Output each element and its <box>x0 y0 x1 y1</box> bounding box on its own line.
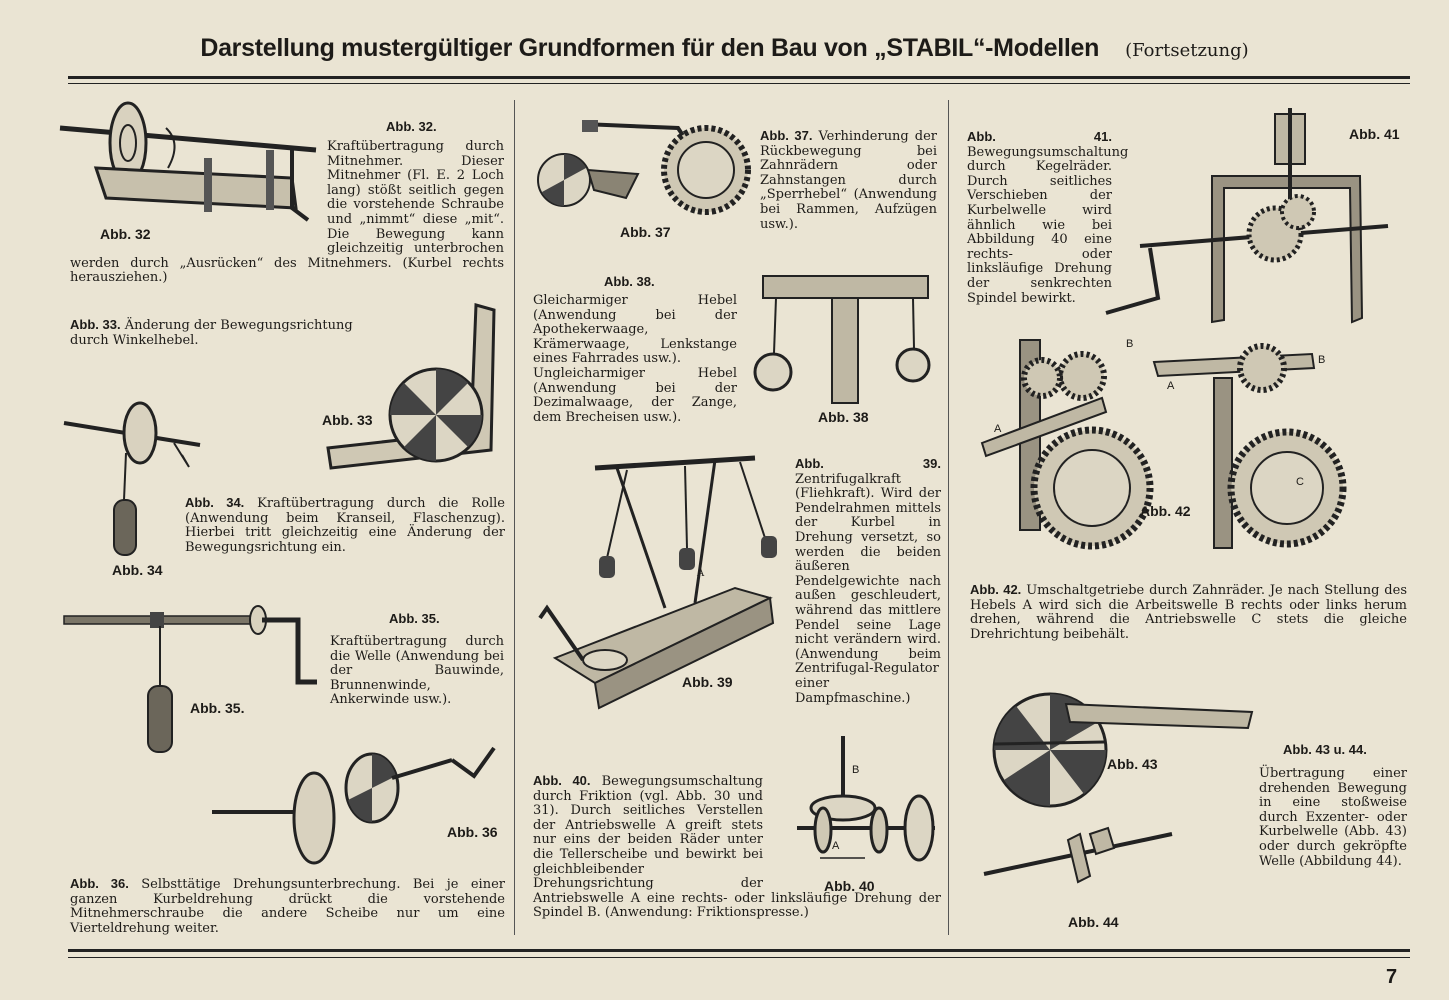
text-abb-37-body: Verhinderung der Rückbewegung bei Zahnrädern oder Zahnstangen durch „Sperrhebel“ (Anwendung bei Rammen, Aufzügen usw.). <box>760 129 937 232</box>
text-abb-36 <box>70 877 505 936</box>
heading-abb-38: Abb. 38. <box>604 274 655 289</box>
label-abb-37: Abb. 37 <box>620 224 671 240</box>
text-abb-41-body: Bewegungsumschaltung durch Kegelräder. Durch seitliches Verschieben der Kurbelwelle wird ähnlich wie bei Abbildung 40 eine rechts- oder linksläufige Drehung der senkrechten Spindel bewirkt. <box>967 144 1129 306</box>
heading-abb-32: Abb. 32. <box>386 119 437 134</box>
page-title <box>0 34 1449 63</box>
footer-rule-thin <box>68 957 1410 958</box>
label-abb-32: Abb. 32 <box>100 226 151 242</box>
text-abb-40-body: Bewegungsumschaltung durch Friktion (vgl. Abb. 30 und 31). Durch seitliches Verstellen der Antriebswelle A greift stets nur eins der beiden Räder unter die Tellerscheibe und bewirkt bei gleichbleibender Drehungsrichtung der Antriebswelle A eine rechts- oder linksläufige Drehung der Spindel B. (Anwendung: Friktionspresse.) <box>533 774 941 921</box>
label-abb-33: Abb. 33 <box>322 412 373 428</box>
marker-abb-40-b: B <box>852 764 860 776</box>
figure-abb-39 <box>535 448 790 717</box>
heading-abb-40: Abb. 40. <box>533 773 591 788</box>
title-subtitle: (Fortsetzung) <box>1125 40 1249 61</box>
label-abb-35: Abb. 35. <box>190 700 245 716</box>
column-divider-1 <box>514 100 515 935</box>
text-abb-35: Kraftübertragung durch die Welle (Anwendung bei der Bauwinde, Brunnenwinde, Ankerwinde usw.). <box>330 634 504 708</box>
figure-abb-38 <box>748 268 943 412</box>
heading-abb-39: Abb. 39. <box>795 456 941 471</box>
heading-abb-33: Abb. 33. <box>70 317 121 332</box>
heading-abb-34: Abb. 34. <box>185 495 245 510</box>
text-abb-42-body: Umschaltgetriebe durch Zahnräder. Je nach Stellung des Hebels A wird sich die Arbeitswelle B rechts oder links herum drehen, während die Antriebswelle C stets die gleiche Drehrichtung beibehält. <box>970 583 1407 642</box>
text-abb-34-body: Kraftübertragung durch die Rolle (Anwendung beim Kranseil, Flaschenzug). Hierbei tritt gleichzeitig eine Änderung der Bewegungsrichtung ein. <box>185 496 505 555</box>
marker-abb-42-a-left: A <box>994 423 1002 435</box>
text-abb-38-body: Gleicharmiger Hebel (Anwendung bei der Apothekerwaage, Krämerwaage, Lenkstange eines Fahrrades usw.). <box>533 293 737 367</box>
header-rule-thin <box>68 83 1410 84</box>
marker-abb-39-a: A <box>697 568 705 579</box>
figure-abb-36 <box>212 738 502 872</box>
header-rule <box>68 76 1410 79</box>
heading-abb-42: Abb. 42. <box>970 582 1022 597</box>
figure-abb-40 <box>795 732 945 876</box>
text-abb-38-body2: Ungleicharmiger Hebel (Anwendung bei der Dezimalwaage, der Zange, dem Brecheisen usw.). <box>533 365 737 425</box>
text-abb-36-body: Selbsttätige Drehungsunterbrechung. Bei je einer ganzen Kurbeldrehung drückt die vorstehende Mitnehmerschraube die andere Scheibe nur um eine Vierteldrehung weiter. <box>70 877 505 936</box>
label-abb-36: Abb. 36 <box>447 824 498 840</box>
figure-abb-37 <box>538 118 753 227</box>
marker-abb-42-b-left: B <box>1126 338 1134 350</box>
figure-abb-43 <box>994 684 1259 818</box>
heading-abb-37: Abb. 37. <box>760 128 813 143</box>
marker-abb-42-a-right: A <box>1167 380 1175 392</box>
text-abb-38 <box>533 294 737 425</box>
text-abb-41 <box>967 129 1129 306</box>
label-abb-41: Abb. 41 <box>1349 126 1400 142</box>
heading-abb-43-44: Abb. 43 u. 44. <box>1283 742 1367 757</box>
text-abb-33-body: Änderung der Bewegungsrichtung durch Winkelhebel. <box>70 318 353 348</box>
text-abb-32 <box>70 140 504 286</box>
heading-abb-36: Abb. 36. <box>70 876 129 891</box>
heading-abb-41: Abb. 41. <box>967 129 1112 144</box>
text-abb-42 <box>970 583 1407 642</box>
figure-abb-34 <box>64 395 204 564</box>
figure-abb-42 <box>982 328 1342 562</box>
marker-abb-42-b-right: B <box>1318 354 1326 366</box>
label-abb-39: Abb. 39 <box>682 674 733 690</box>
label-abb-44: Abb. 44 <box>1068 914 1119 930</box>
page-number: 7 <box>1386 966 1398 988</box>
label-abb-40: Abb. 40 <box>824 878 875 894</box>
marker-abb-42-c: C <box>1296 476 1304 488</box>
label-abb-42: Abb. 42 <box>1140 503 1191 519</box>
figure-abb-44 <box>982 820 1177 904</box>
column-divider-2 <box>948 100 949 935</box>
marker-abb-40-a: A <box>832 840 840 852</box>
text-abb-39 <box>795 457 941 706</box>
label-abb-43: Abb. 43 <box>1107 756 1158 772</box>
label-abb-34: Abb. 34 <box>112 562 163 578</box>
text-abb-34 <box>185 496 505 555</box>
figure-abb-33 <box>326 300 501 479</box>
footer-rule <box>68 949 1410 952</box>
text-abb-32-body: Kraftübertragung durch Mitnehmer. Dieser Mitnehmer (Fl. E. 2 Loch lang) stößt seitlich gegen die vorstehende Schraube und „nimmt“ diese „mit“. Die Bewegung kann gleichzeitig unterbrochen werden durch „Ausrücken“ des Mitnehmers. (Kurbel rechts herausziehen.) <box>70 139 504 286</box>
title-main: Darstellung mustergültiger Grundformen für den Bau von „STABIL“-Modellen <box>200 34 1100 62</box>
heading-abb-35: Abb. 35. <box>389 611 440 626</box>
label-abb-38: Abb. 38 <box>818 409 869 425</box>
text-abb-39-body: Zentrifugalkraft (Fliehkraft). Wird der Pendelrahmen mittels der Kurbel in Drehung versetzt, so werden die beiden äußeren Pendelgewichte nach außen geschleudert, während das mittlere Pendel seine Lage nicht verändern wird. (Anwendung beim Zentrifugal-Regulator einer Dampfmaschine.) <box>795 471 941 706</box>
text-abb-43-44: Übertragung einer drehenden Bewegung in eine stoßweise durch Exzenter- oder Kurbelwelle (Abb. 43) oder durch gekröpfte Welle (Abbildung 44). <box>1259 766 1407 869</box>
text-abb-37 <box>760 129 937 232</box>
